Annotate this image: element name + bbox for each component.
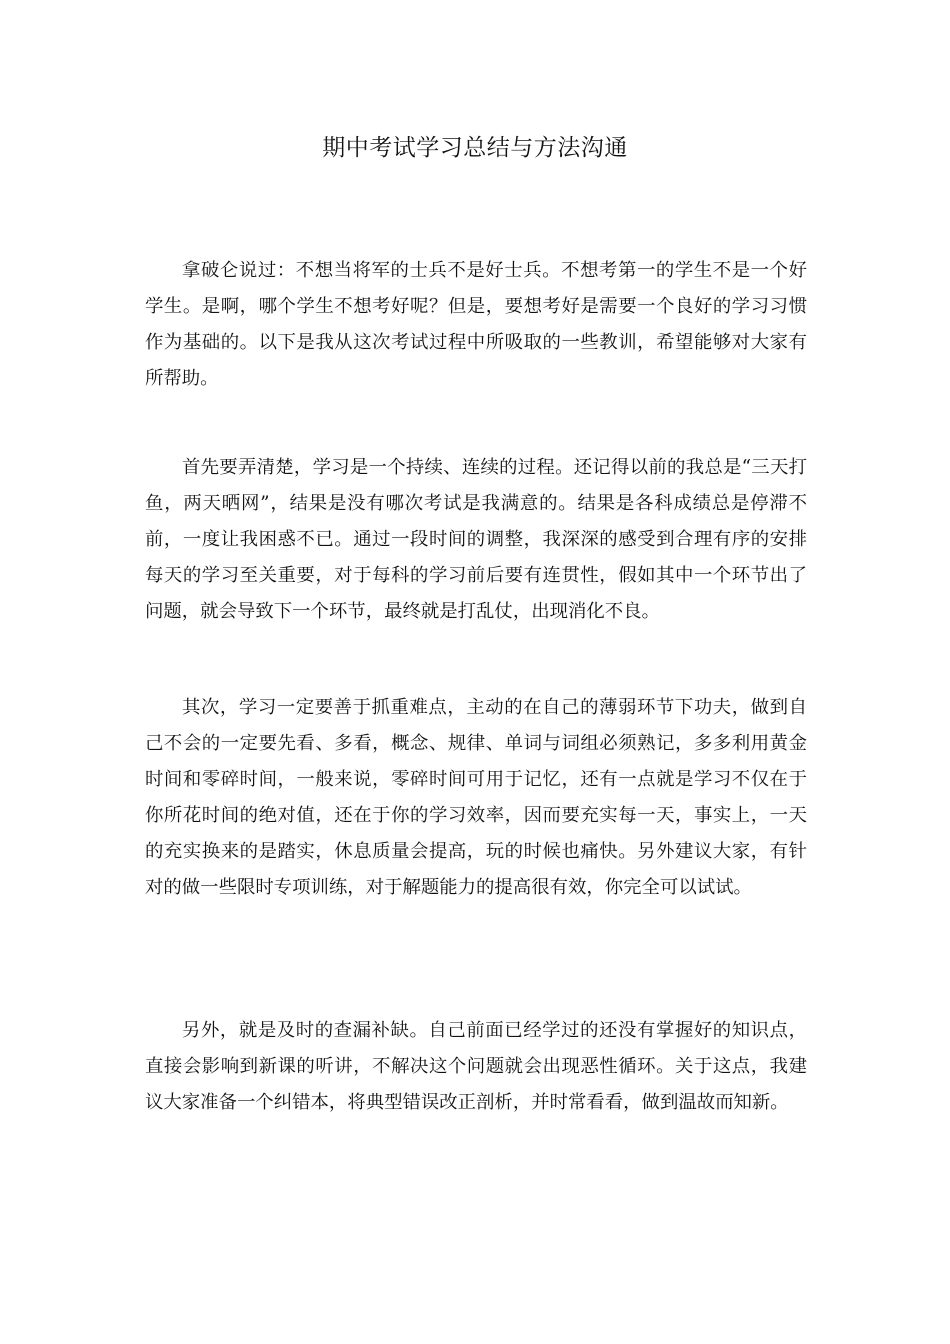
paragraph-3: 其次，学习一定要善于抓重难点，主动的在自己的薄弱环节下功夫，做到自己不会的一定要先看、多看，概念、规律、单词与词组必须熟记，多多利用黄金时间和零碎时间，一般来说，零碎时间可用于记忆，还有一点就是学习不仅在于你所花时间的绝对值，还在于你的学习效率，因而要充实每一天，事实上，一天的充实换来的是踏实，休息质量会提高，玩的时候也痛快。另外建议大家，有针对的做一些限时专项训练，对于解题能力的提高很有效，你完全可以试试。: [145, 697, 807, 898]
paragraph-1: 拿破仑说过：不想当将军的士兵不是好士兵。不想考第一的学生不是一个好学生。是啊，哪个学生不想考好呢？但是，要想考好是需要一个良好的学习习惯作为基础的。以下是我从这次考试过程中所吸取的一些教训，希望能够对大家有所帮助。: [145, 260, 807, 389]
paragraph-2: 首先要弄清楚，学习是一个持续、连续的过程。还记得以前的我总是“三天打鱼，两天晒网”，结果是没有哪次考试是我满意的。结果是各科成绩总是停滞不前，一度让我困惑不已。通过一段时间的调整，我深深的感受到合理有序的安排每天的学习至关重要，对于每科的学习前后要有连贯性，假如其中一个环节出了问题，就会导致下一个环节，最终就是打乱仗，出现消化不良。: [145, 457, 807, 622]
document-title: 期中考试学习总结与方法沟通: [322, 135, 628, 161]
paragraph-4: 另外，就是及时的查漏补缺。自己前面已经学过的还没有掌握好的知识点，直接会影响到新课的听讲，不解决这个问题就会出现恶性循环。关于这点，我建议大家准备一个纠错本，将典型错误改正剖析，并时常看看，做到温故而知新。: [145, 1020, 807, 1113]
